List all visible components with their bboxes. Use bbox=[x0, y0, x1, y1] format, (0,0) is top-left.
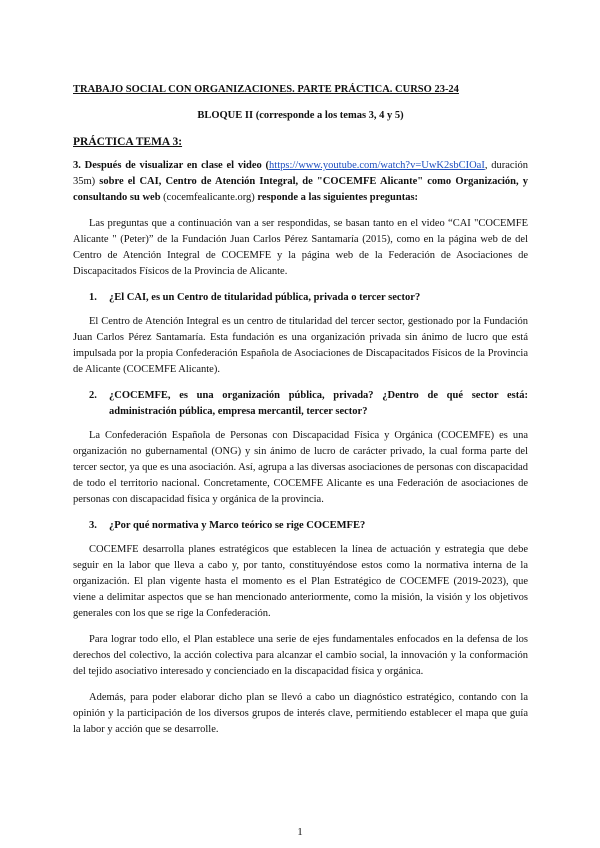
question-3 bbox=[73, 518, 528, 534]
document-body bbox=[73, 82, 528, 748]
website-reference: (cocemfealicante.org) bbox=[160, 192, 258, 203]
page-number: 1 bbox=[297, 826, 303, 838]
practica-heading: PRÁCTICA TEMA 3: bbox=[73, 136, 183, 148]
exercise-instruction-bold: responde a las siguientes preguntas: bbox=[257, 192, 419, 203]
question-1-number: 1. bbox=[89, 292, 97, 303]
question-3-number: 3. bbox=[89, 520, 97, 531]
question-2-number: 2. bbox=[89, 390, 97, 401]
question-3-text: ¿Por qué normativa y Marco teórico se rige COCEMFE? bbox=[109, 520, 366, 531]
question-1-text: ¿El CAI, es un Centro de titularidad pública, privada o tercer sector? bbox=[109, 292, 421, 303]
question-1 bbox=[73, 290, 528, 306]
exercise-statement bbox=[73, 158, 528, 206]
document-title: TRABAJO SOCIAL CON ORGANIZACIONES. PARTE PRÁCTICA. CURSO 23-24 bbox=[73, 84, 459, 95]
answer-3-paragraph-2: Para lograr todo ello, el Plan establece una serie de ejes fundamentales enfocados en la defensa de los derechos del colectivo, la acción colectiva para alcanzar el cambio social, la innovación y la conformación del tejido asociativo interesado y concienciado en la discapacidad física y orgánica. bbox=[73, 634, 528, 677]
exercise-intro-bold: 3. Después de visualizar en clase el video ( bbox=[73, 160, 270, 171]
exercise-subject-bold: sobre el CAI, Centro de Atención Integral, de "COCEMFE Alicante" como Organización, y consultando su web bbox=[73, 176, 528, 203]
answer-3-paragraph-1: COCEMFE desarrolla planes estratégicos que establecen la línea de actuación y estrategia que debe seguir en la labor que lleva a cabo y, por tanto, constituyéndose estos como la normativa interna de la organización. El plan vigente hasta el momento es el Plan Estratégico de COCEMFE (2019-2023), que viene a delimitar aspectos que se han mencionado anteriormente, como la misión, la visión y los objetivos generales con los que se rige la Confederación. bbox=[73, 544, 528, 619]
question-2 bbox=[73, 388, 528, 420]
answer-2-paragraph: La Confederación Española de Personas con Discapacidad Física y Orgánica (COCEMFE) es una organización no gubernamental (ONG) y sin ánimo de lucro de carácter privado, la cual forma parte del tercer sector, ya que es una asociación. Así, agrupa a las diversas asociaciones de personas con discapacidad de todo el territorio nacional. Concretamente, COCEMFE Alicante es una Federación de asociaciones de personas con discapacidad física y orgánica de la provincia. bbox=[73, 430, 528, 505]
answer-3-paragraph-3: Además, para poder elaborar dicho plan se llevó a cabo un diagnóstico estratégico, contando con la opinión y la participación de los diversos grupos de interés clave, permitiendo establecer el mapa que guía la labor y acción que se desarrolle. bbox=[73, 692, 528, 735]
video-link[interactable]: https://www.youtube.com/watch?v=UwK2sbCIOaI bbox=[269, 160, 485, 171]
answer-1-paragraph: El Centro de Atención Integral es un centro de titularidad del tercer sector, gestionado por la Fundación Juan Carlos Pérez Santamaría. Esta fundación es una organización privada sin ánimo de lucro que está impulsada por la propia Confederación Española de Asociaciones de Discapacitados Físicos de la Provincia de Alicante (COCEMFE Alicante). bbox=[73, 316, 528, 375]
exercise-duration: , duración 35m) bbox=[73, 160, 528, 187]
question-2-text: ¿COCEMFE, es una organización pública, privada? ¿Dentro de qué sector está: administración pública, empresa mercantil, tercer sector? bbox=[109, 390, 528, 417]
bloque-heading: BLOQUE II (corresponde a los temas 3, 4 y 5) bbox=[197, 110, 404, 121]
intro-paragraph: Las preguntas que a continuación van a ser respondidas, se basan tanto en el video “CAI "COCEMFE Alicante " (Peter)” de la Fundación Juan Carlos Pérez Santamaría (2015), como en la página web de del Centro de Atención Integral de COCEMFE y la página web de la Federación de Asociaciones de Discapacitados Físicos de la Provincia de Alicante. bbox=[73, 218, 528, 277]
